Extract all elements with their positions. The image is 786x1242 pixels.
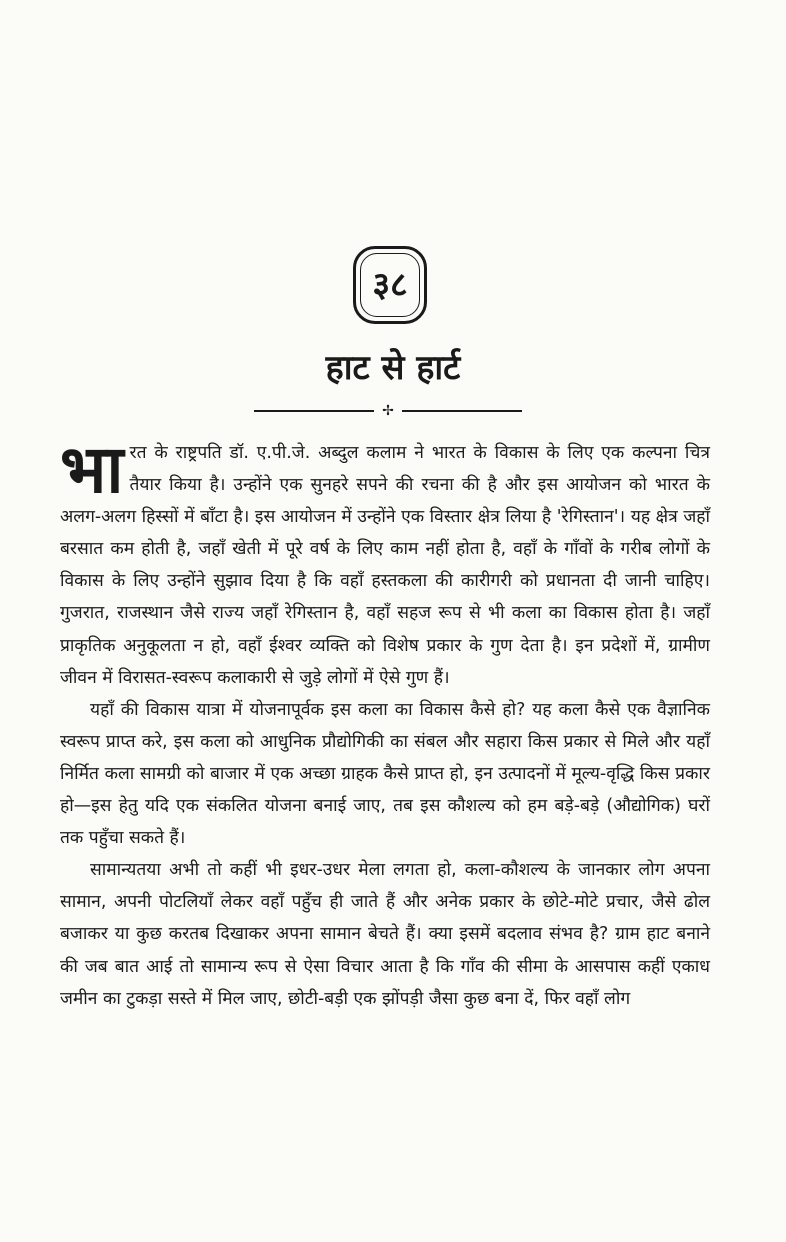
ornament-icon: ✢ [382, 403, 394, 419]
paragraph-3: सामान्यतया अभी तो कहीं भी इधर-उधर मेला लगता हो, कला-कौशल्य के जानकार लोग अपना सामान, अपनी पोटलियाँ लेकर वहाँ पहुँच ही जाते हैं और अनेक प्रकार के छोटे-मोटे प्रचार, जैसे ढोल बजाकर या कुछ करतब दिखाकर अपना सामान बेचते हैं। क्या इसमें बदलाव संभव है? ग्राम हाट बनाने की जब बात आई तो सामान्य रूप से ऐसा विचार आता है कि गाँव की सीमा के आसपास कहीं एकाध जमीन का टुकड़ा सस्ते में मिल जाए, छोटी-बड़ी एक झोंपड़ी जैसा कुछ बना दें, फिर वहाँ लोग [60, 860, 710, 1009]
paragraph-text: रत के राष्ट्रपति डॉ. ए.पी.जे. अब्दुल कलाम ने भारत के विकास के लिए एक कल्पना चित्र तैयार किया है। उन्होंने एक सुनहरे सपने की रचना की है और इस आयोजन को भारत के अलग-अलग हिस्सों में बाँटा है। इस आयोजन में उन्होंने एक विस्तार क्षेत्र लिया है 'रेगिस्तान'। यह क्षेत्र जहाँ बरसात कम होती है, जहाँ खेती में पूरे वर्ष के लिए काम नहीं होता है, वहाँ के गाँवों के गरीब लोगों के विकास के लिए उन्होंने सुझाव दिया है कि वहाँ हस्तकला की कारीगरी को प्रधानता दी जानी चाहिए। गुजरात, राजस्थान जैसे राज्य जहाँ रेगिस्तान है, वहाँ सहज रूप से भी कला का विकास होता है। जहाँ प्राकृतिक अनुकूलता न हो, वहाँ ईश्वर व्यक्ति को विशेष प्रकार के गुण देता है। इन प्रदेशों में, ग्रामीण जीवन में विरासत-स्वरूप कलाकारी से जुड़े लोगों में ऐसे गुण हैं। [60, 443, 710, 688]
drop-cap: भा [60, 431, 124, 508]
paragraph-2: यहाँ की विकास यात्रा में योजनापूर्वक इस कला का विकास कैसे हो? यह कला कैसे एक वैज्ञानिक स्वरूप प्राप्त करे, इस कला को आधुनिक प्रौद्योगिकी का संबल और सहारा किस प्रकार से मिले और यहाँ निर्मित कला सामग्री को बाजार में एक अच्छा ग्राहक कैसे प्राप्त हो, इन उत्पादनों में मूल्य-वृद्धि किस प्रकार हो—इस हेतु यदि एक संकलित योजना बनाई जाए, तब इस कौशल्य को हम बड़े-बड़े (औद्योगिक) घरों तक पहुँचा सकते हैं। [60, 699, 710, 849]
chapter-number-badge [353, 246, 427, 324]
divider-line-left [254, 410, 374, 412]
chapter-title: हाट से हार्ट [325, 348, 461, 388]
divider-line-right [402, 410, 522, 412]
title-divider [254, 404, 522, 418]
chapter-number: ३८ [372, 265, 408, 305]
chapter-body [60, 431, 710, 1015]
paragraph-1 [60, 431, 710, 694]
